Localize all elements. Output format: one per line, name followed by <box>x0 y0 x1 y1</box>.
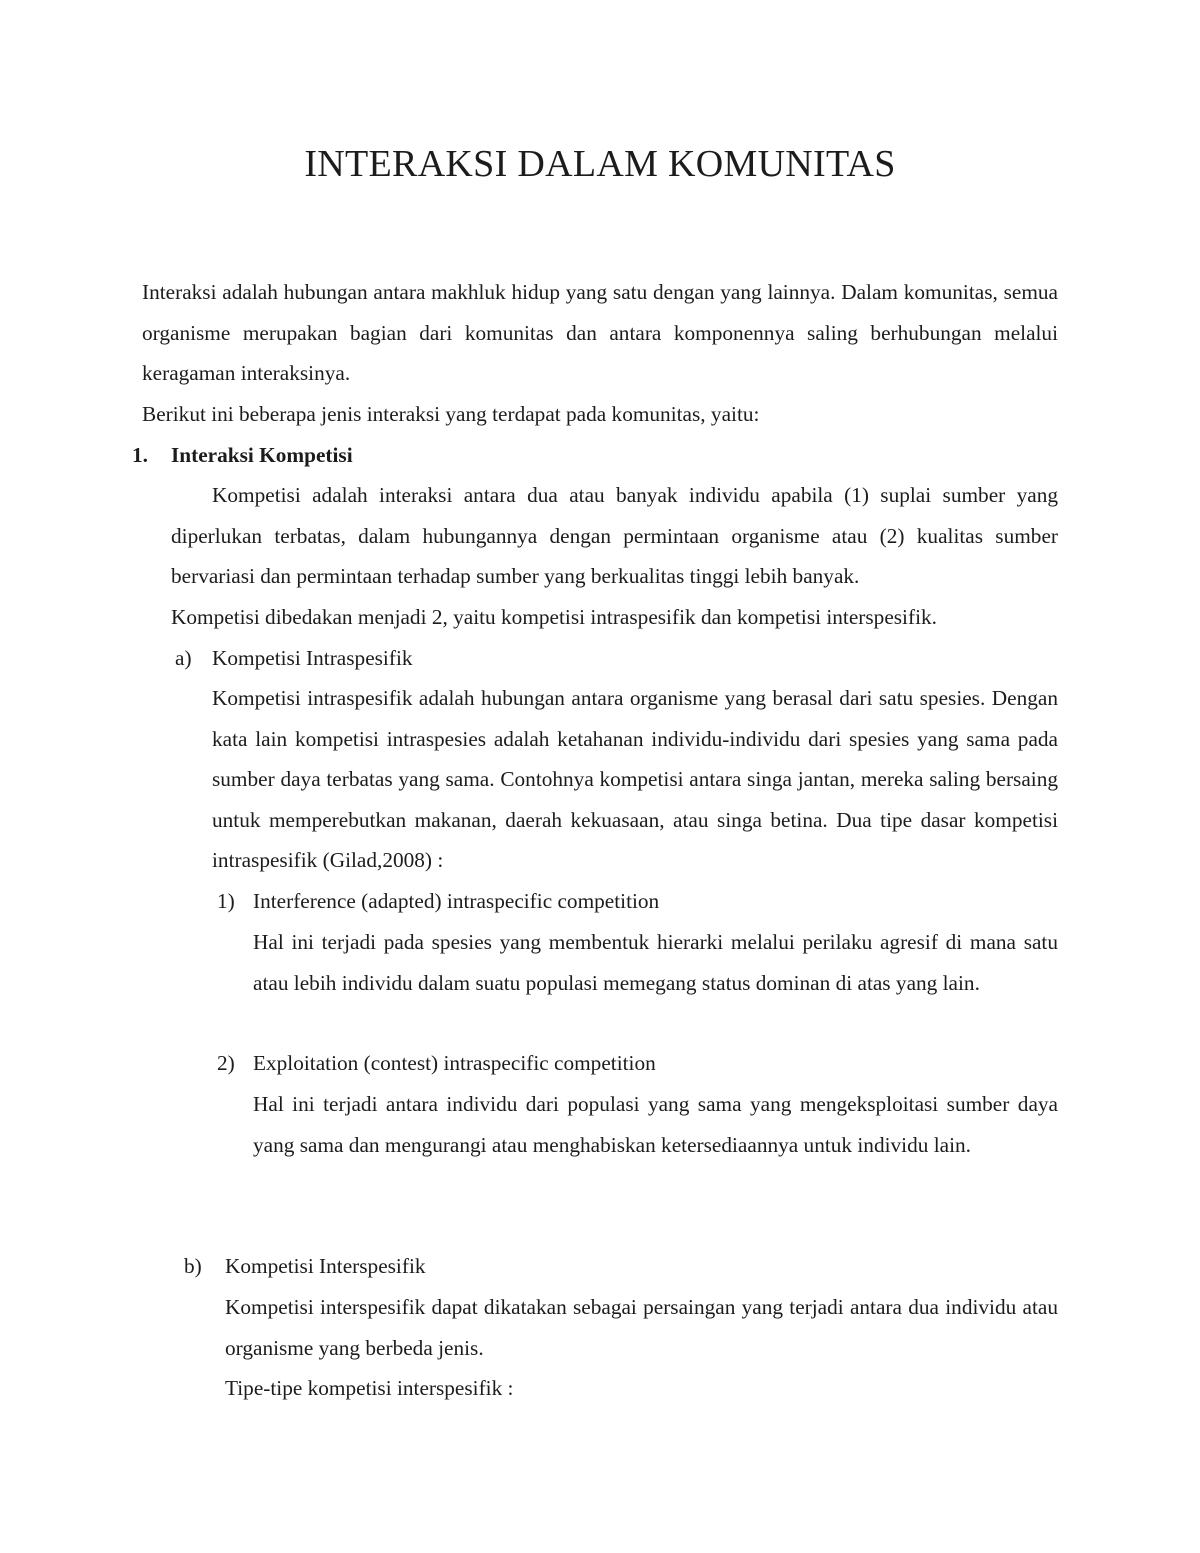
item-1-marker: 1) <box>217 889 235 913</box>
item-1-heading: Interference (adapted) intraspecific competition <box>253 889 660 913</box>
item-1-text: Hal ini terjadi pada spesies yang membentuk hierarki melalui perilaku agresif di mana satu atau lebih individu dalam suatu populasi memegang status dominan di atas yang lain. <box>253 930 1058 995</box>
sub-a-heading: Kompetisi Intraspesifik <box>212 646 413 670</box>
sub-b-paragraph: Kompetisi interspesifik dapat dikatakan sebagai persaingan yang terjadi antara dua individu atau organisme yang berbeda jenis. <box>225 1295 1058 1360</box>
section-1-heading: Interaksi Kompetisi <box>171 443 353 467</box>
item-2-marker: 2) <box>217 1051 235 1075</box>
section-1-number: 1. <box>132 443 148 467</box>
sub-b-marker: b) <box>184 1254 202 1278</box>
intro-list-lead: Berikut ini beberapa jenis interaksi yang terdapat pada komunitas, yaitu: <box>142 402 760 426</box>
sub-b-heading: Kompetisi Interspesifik <box>225 1254 426 1278</box>
section-1-division: Kompetisi dibedakan menjadi 2, yaitu kompetisi intraspesifik dan kompetisi interspesifik. <box>171 605 937 629</box>
intro-paragraph: Interaksi adalah hubungan antara makhluk hidup yang satu dengan yang lainnya. Dalam komunitas, semua organisme merupakan bagian dari komunitas dan antara komponennya saling berhubungan melalui keragaman interaksinya. <box>142 280 1058 386</box>
sub-a-marker: a) <box>175 646 192 670</box>
sub-a-paragraph: Kompetisi intraspesifik adalah hubungan antara organisme yang berasal dari satu spesies. Dengan kata lain kompetisi intraspesies adalah ketahanan individu-individu dari spesies yang sama pada sumber daya terbatas yang sama. Contohnya kompetisi antara singa jantan, mereka saling bersaing untuk memperebutkan makanan, daerah kekuasaan, atau singa betina. Dua tipe dasar kompetisi intraspesifik (Gilad,2008) : <box>212 686 1058 873</box>
item-2-text: Hal ini terjadi antara individu dari populasi yang sama yang mengeksploitasi sumber daya yang sama dan mengurangi atau menghabiskan ketersediaannya untuk individu lain. <box>253 1092 1058 1157</box>
document-title: INTERAKSI DALAM KOMUNITAS <box>304 143 896 185</box>
section-1-paragraph: Kompetisi adalah interaksi antara dua atau banyak individu apabila (1) suplai sumber yang diperlukan terbatas, dalam hubungannya dengan permintaan organisme atau (2) kualitas sumber bervariasi dan permintaan terhadap sumber yang berkualitas tinggi lebih banyak. <box>171 483 1058 589</box>
sub-b-types-lead: Tipe-tipe kompetisi interspesifik : <box>225 1376 514 1400</box>
item-2-heading: Exploitation (contest) intraspecific competition <box>253 1051 656 1075</box>
